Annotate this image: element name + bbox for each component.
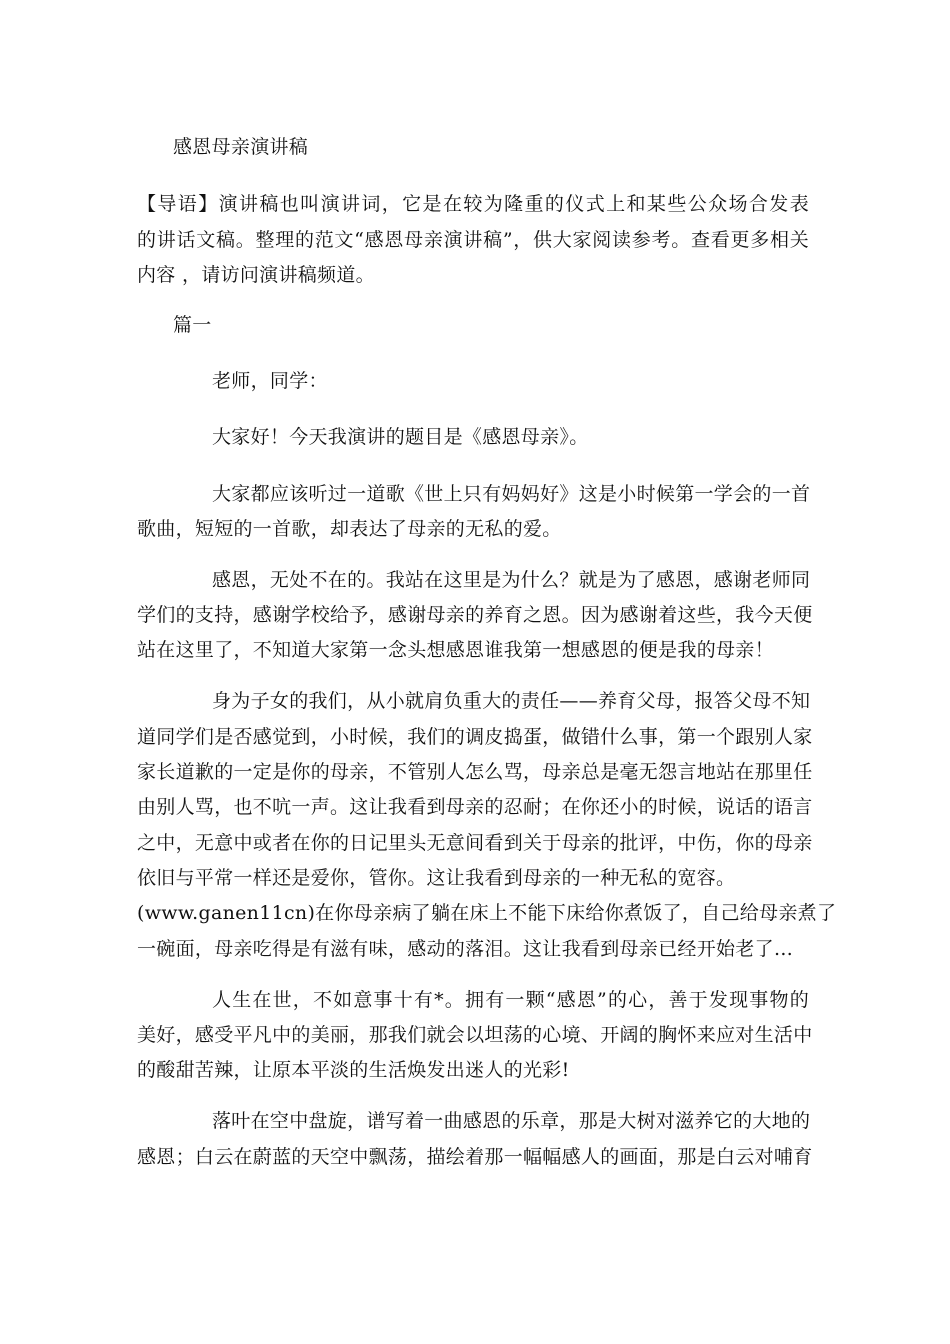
intro-line: 内容 ，请访问演讲稿频道。 (137, 264, 375, 286)
paragraph-line: 美好，感受平凡中的美丽，那我们就会以坦荡的心境、开阔的胸怀来应对生活中 (137, 1024, 813, 1046)
paragraph-line: 感恩；白云在蔚蓝的天空中飘荡，描绘着那一幅幅感人的画面，那是白云对哺育 (137, 1146, 813, 1168)
paragraph-line: 人生在世，不如意事十有*。拥有一颗“感恩”的心，善于发现事物的 (212, 989, 809, 1011)
paragraph-line: 站在这里了，不知道大家第一念头想感恩谁我第一想感恩的便是我的母亲！ (137, 639, 774, 661)
paragraph-line: 大家好！今天我演讲的题目是《感恩母亲》。 (212, 426, 589, 448)
paragraph-line: 的酸甜苦辣，让原本平淡的生活焕发出迷人的光彩! (137, 1059, 570, 1081)
paragraph-line: 感恩，无处不在的。我站在这里是为什么？就是为了感恩，感谢老师同 (212, 569, 811, 591)
salutation: 老师，同学： (212, 370, 328, 392)
paragraph-line: 之中，无意中或者在你的日记里头无意间看到关于母亲的批评，中伤，你的母亲 (137, 832, 813, 854)
intro-line: 的讲话文稿。整理的范文“感恩母亲演讲稿”，供大家阅读参考。查看更多相关 (137, 229, 809, 251)
paragraph-line: (www.ganen11cn)在你母亲病了躺在床上不能下床给你煮饭了，自己给母亲煮了 (137, 902, 837, 924)
section-heading: 篇一 (173, 314, 212, 336)
paragraph-line: 依旧与平常一样还是爱你，管你。这让我看到母亲的一种无私的宽容。 (137, 867, 736, 889)
paragraph-line: 大家都应该听过一道歌《世上只有妈妈好》这是小时候第一学会的一首 (212, 483, 811, 505)
paragraph-line: 身为子女的我们，从小就肩负重大的责任——养育父母，报答父母不知 (212, 690, 811, 712)
paragraph-line: 学们的支持，感谢学校给予，感谢母亲的养育之恩。因为感谢着这些，我今天便 (137, 604, 813, 626)
paragraph-line: 一碗面，母亲吃得是有滋有味，感动的落泪。这让我看到母亲已经开始老了… (137, 938, 794, 960)
document-title: 感恩母亲演讲稿 (173, 136, 309, 158)
intro-line: 【导语】演讲稿也叫演讲词，它是在较为隆重的仪式上和某些公众场合发表 (137, 193, 809, 215)
paragraph-line: 落叶在空中盘旋，谱写着一曲感恩的乐章，那是大树对滋养它的大地的 (212, 1110, 811, 1132)
paragraph-line: 道同学们是否感觉到，小时候，我们的调皮捣蛋，做错什么事，第一个跟别人家 (137, 726, 813, 748)
paragraph-line: 由别人骂，也不吭一声。这让我看到母亲的忍耐；在你还小的时候，说话的语言 (137, 796, 813, 818)
paragraph-line: 歌曲，短短的一首歌，却表达了母亲的无私的爱。 (137, 518, 562, 540)
paragraph-line: 家长道歉的一定是你的母亲，不管别人怎么骂，母亲总是毫无怨言地站在那里任 (137, 761, 813, 783)
